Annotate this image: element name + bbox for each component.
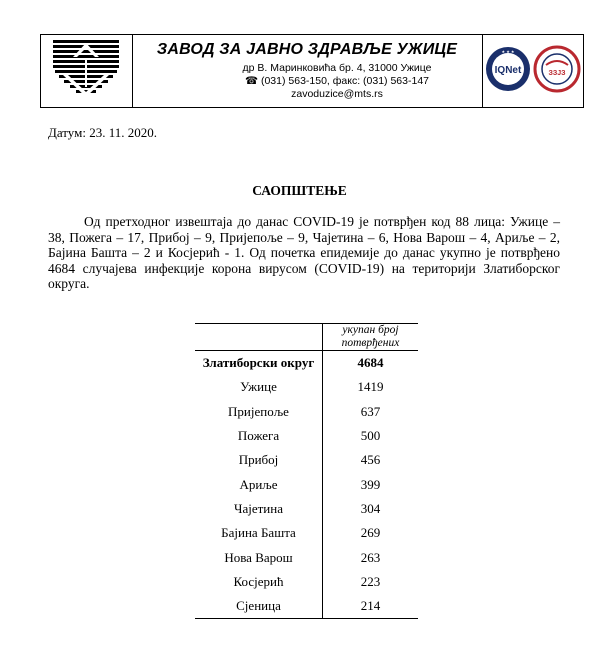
document-body: Од претходног извештаја до данас COVID-19 је потврђен код 88 лица: Ужице – 38, Пожега – 17, Прибој – 9, Пријепоље – 9, Чајетина – 6, Нова Варош – 4, Ариље – 2, Бајина Башта – 2 и Косјерић - 1. Од почетка епидемије до данас укупно је потврђено 4684 случајева инфекције корона вирусом (COVID-19) на територији Златиборског округа. — [48, 214, 560, 291]
document-title: САОПШТЕЊЕ — [252, 183, 347, 198]
table-row — [195, 545, 418, 569]
municipality-name: Пријепоље — [228, 403, 289, 419]
institution-name: ЗАВОД ЗА ЈАВНО ЗДРАВЉЕ УЖИЦЕ — [156, 41, 458, 58]
municipality-name: Бајина Башта — [221, 525, 296, 541]
table-row — [195, 424, 418, 448]
iqnet-certification-icon — [486, 47, 530, 91]
municipality-count: 214 — [323, 594, 419, 619]
table-row — [195, 570, 418, 594]
municipality-name: Ужице — [240, 379, 277, 395]
municipality-name: Сјеница — [195, 594, 323, 619]
table-header-empty-cell — [195, 324, 323, 351]
municipality-count: 269 — [323, 521, 419, 545]
svg-text:IQNet: IQNet — [494, 65, 522, 76]
table-row — [195, 594, 418, 619]
municipality-name: Чајетина — [234, 500, 283, 516]
municipality-count: 263 — [323, 545, 419, 569]
table-row — [195, 375, 418, 399]
letterhead — [40, 34, 584, 108]
municipality-name: Косјерић — [233, 573, 284, 589]
municipality-name: Ариље — [239, 476, 278, 492]
institute-info — [132, 35, 483, 107]
cases-table — [195, 323, 418, 619]
municipality-count: 399 — [323, 472, 419, 496]
table-row — [195, 472, 418, 496]
institution-address: др В. Маринковића бр. 4, 31000 Ужице — [242, 62, 432, 74]
table-row — [195, 351, 418, 376]
municipality-name: Пожега — [237, 428, 280, 444]
institute-seal-icon — [535, 47, 579, 91]
svg-text:★ ★ ★: ★ ★ ★ — [501, 49, 515, 54]
institution-phone: ☎ (031) 563-150, факс: (031) 563-147 — [244, 75, 430, 87]
municipality-name: Прибој — [238, 452, 279, 468]
region-name: Златиборски округ — [202, 355, 315, 371]
municipality-count: 223 — [323, 570, 419, 594]
municipality-count: 500 — [323, 424, 419, 448]
municipality-count: 637 — [323, 400, 419, 424]
table-row — [195, 448, 418, 472]
municipality-count: 1419 — [323, 375, 419, 399]
table-row — [195, 400, 418, 424]
document-date: Датум: 23. 11. 2020. — [48, 125, 157, 140]
institute-emblem-icon — [41, 35, 132, 107]
municipality-name: Нова Варош — [224, 549, 293, 565]
institute-logo — [41, 35, 133, 107]
municipality-count: 456 — [323, 448, 419, 472]
table-header-row — [195, 324, 418, 351]
svg-text:ЗЗЈЗ: ЗЗЈЗ — [548, 70, 566, 77]
table-header-total-confirmed: укупан број потврђених — [341, 324, 400, 349]
table-row — [195, 497, 418, 521]
institution-email: zavoduzice@mts.rs — [291, 88, 383, 100]
certification-badges — [482, 35, 583, 107]
table-row — [195, 521, 418, 545]
region-count: 4684 — [323, 351, 419, 376]
municipality-count: 304 — [323, 497, 419, 521]
